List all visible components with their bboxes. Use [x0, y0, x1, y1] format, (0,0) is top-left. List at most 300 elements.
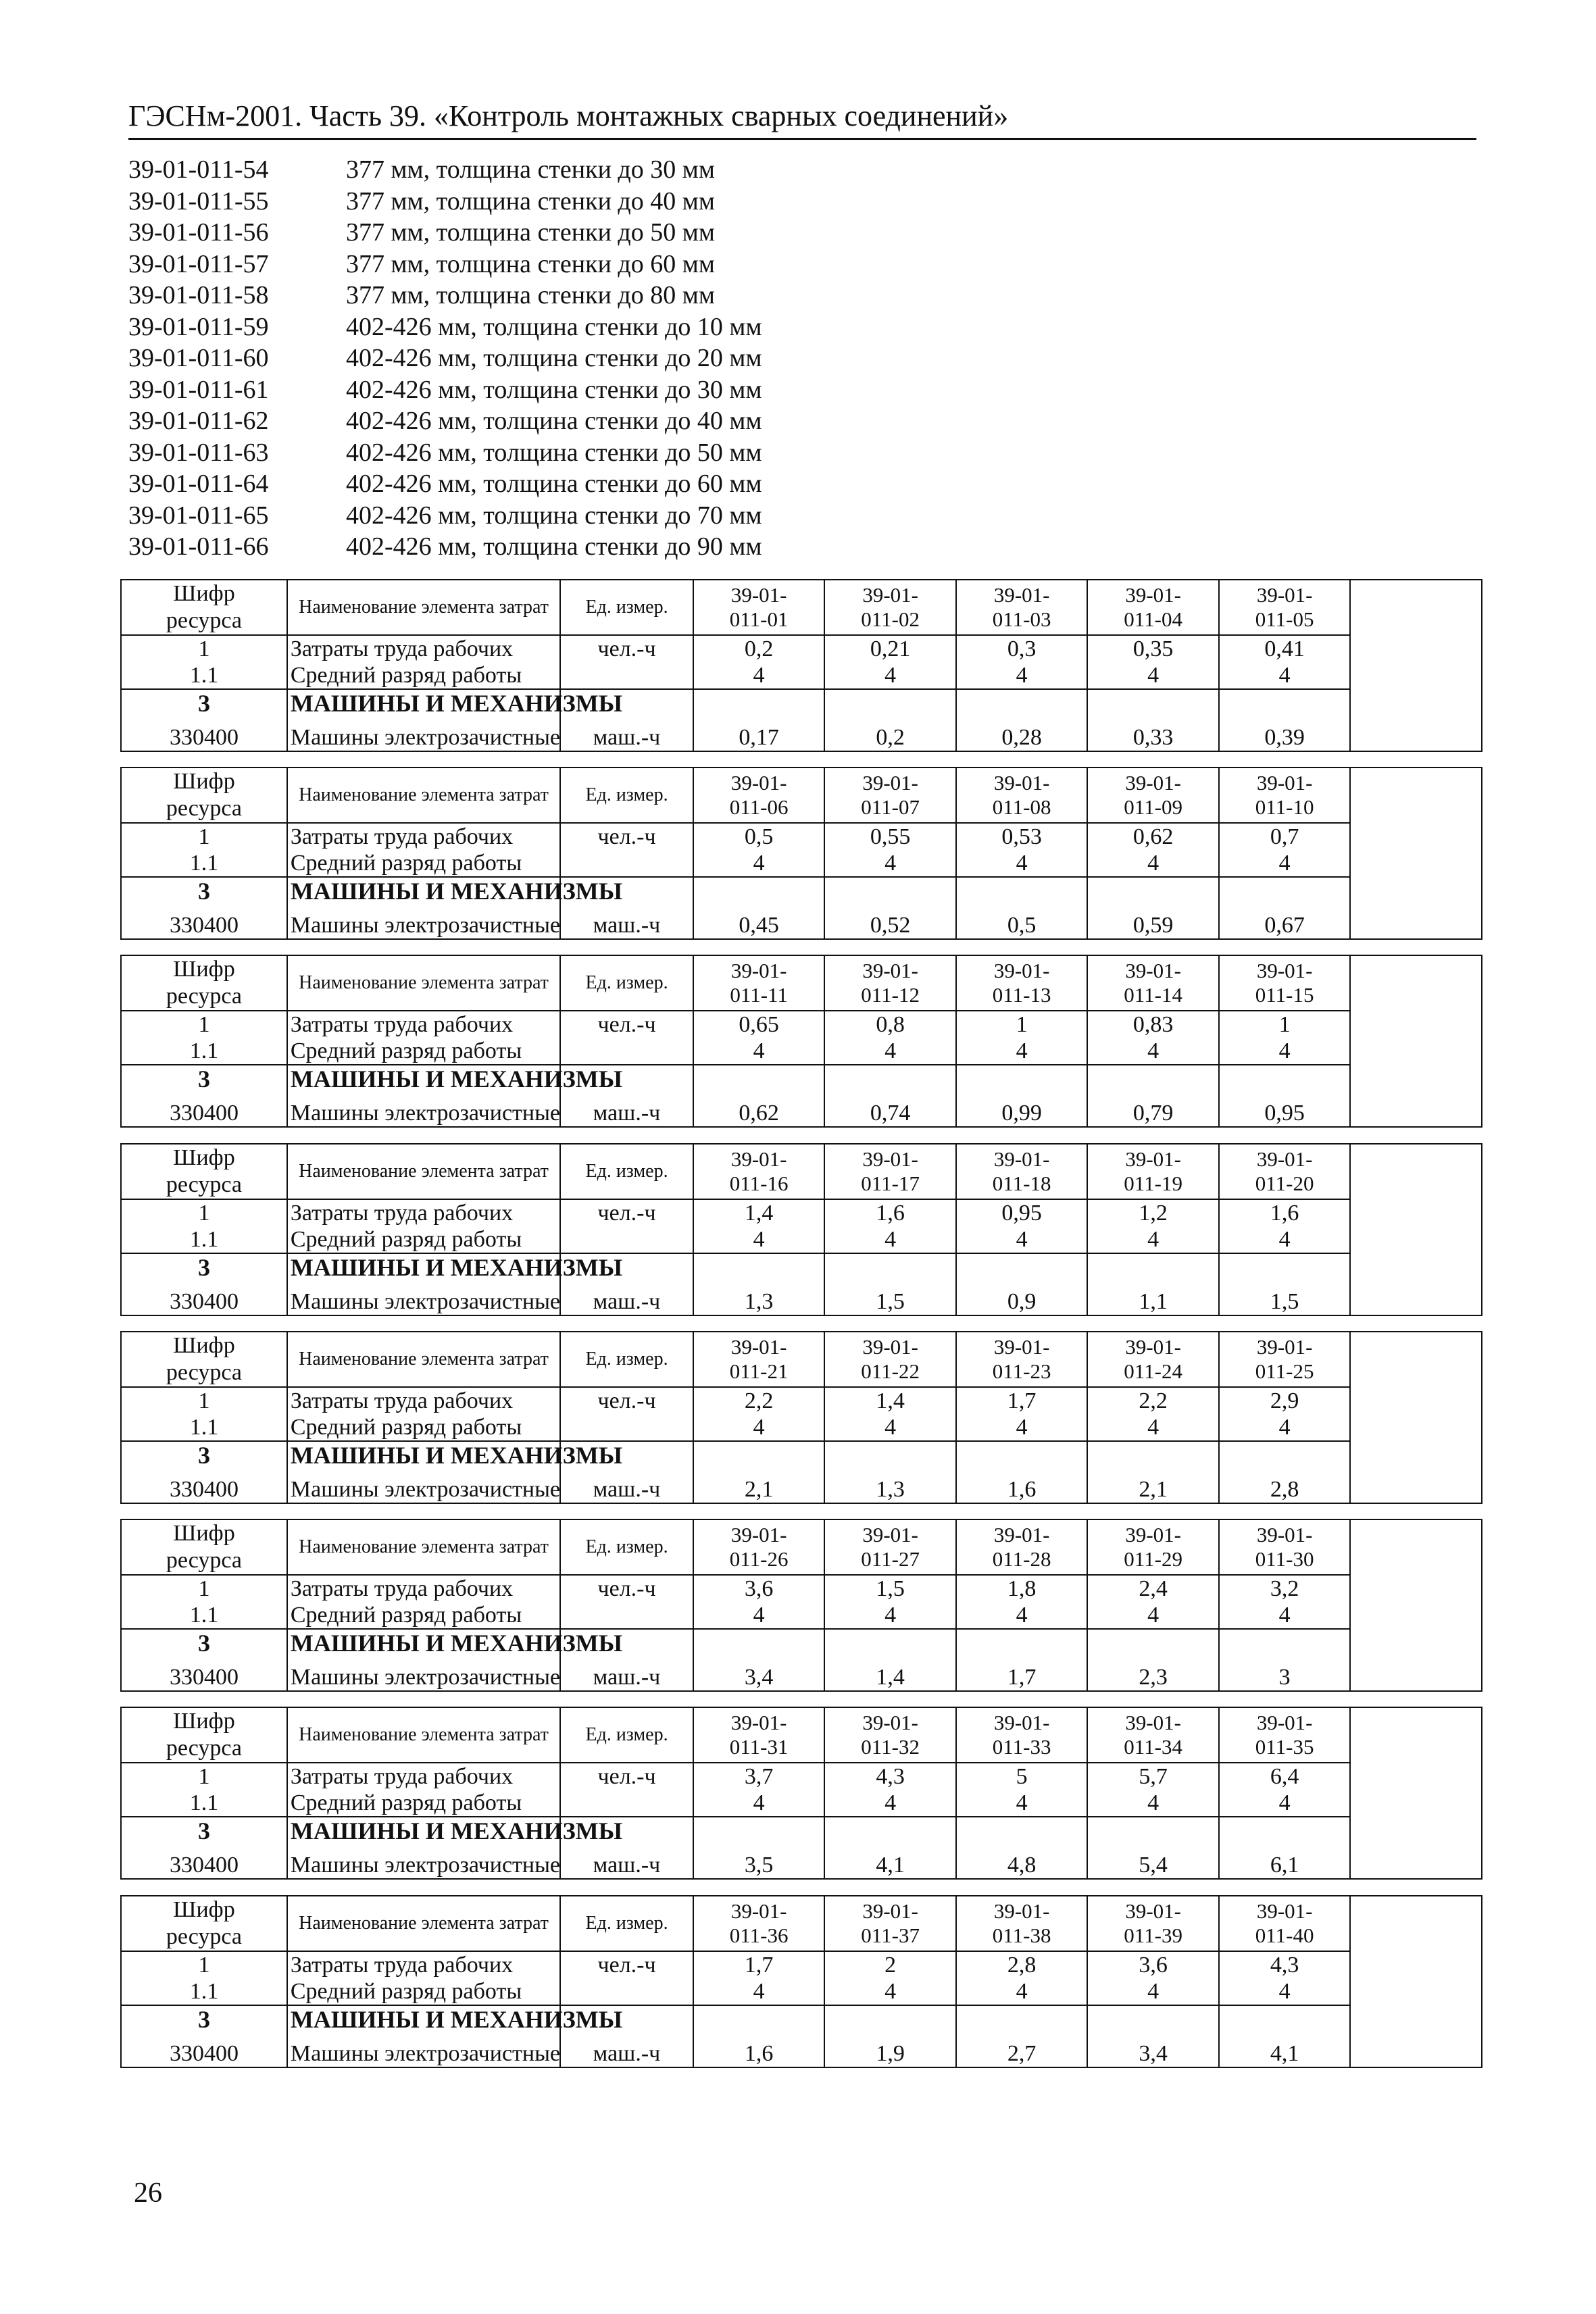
header-resource-code-line1: Шифр [173, 1333, 235, 1358]
row-code: 1 [121, 1387, 287, 1414]
header-cost-name: Наименование элемента затрат [287, 1519, 560, 1575]
header-resource-code-line2: ресурса [166, 1924, 243, 1949]
labor-value: 2,2 [693, 1387, 825, 1414]
resource-table [120, 1143, 1482, 1316]
header-norm-code-line1: 39-01- [1125, 959, 1181, 982]
header-norm-code [1219, 955, 1351, 1011]
machine-value: 0,52 [824, 904, 956, 939]
labor-value: 4,3 [1219, 1951, 1351, 1978]
row-name: Средний разряд работы [287, 1226, 560, 1253]
row-name: Затраты труда рабочих [287, 1199, 560, 1226]
row-unit: чел.-ч [560, 1011, 693, 1038]
machine-value: 4,1 [1219, 2032, 1351, 2067]
empty-cell [1219, 689, 1351, 716]
labor-value: 1,4 [824, 1387, 956, 1414]
resource-table [120, 1331, 1482, 1504]
header-resource-code [121, 1707, 287, 1763]
machine-value: 0,99 [956, 1092, 1088, 1127]
header-norm-code [693, 1519, 825, 1575]
grade-value: 4 [1219, 1790, 1351, 1817]
header-norm-code-line2: 011-39 [1124, 1923, 1182, 1947]
labor-value: 5,7 [1087, 1763, 1219, 1790]
row-code: 3 [121, 689, 287, 716]
header-norm-code-line1: 39-01- [730, 1711, 787, 1734]
header-norm-code-line1: 39-01- [730, 583, 787, 607]
header-resource-code-line1: Шифр [173, 1709, 235, 1734]
code-list-code: 39-01-011-60 [128, 344, 269, 372]
row-code: 3 [121, 877, 287, 904]
header-norm-code-line1: 39-01- [993, 959, 1050, 982]
grade-value: 4 [956, 1038, 1088, 1065]
row-unit: чел.-ч [560, 1575, 693, 1602]
header-norm-code-line2: 011-32 [861, 1735, 920, 1759]
header-norm-code-line2: 011-35 [1255, 1735, 1314, 1759]
machine-value: 1,5 [1219, 1280, 1351, 1315]
header-cost-name: Наименование элемента затрат [287, 1707, 560, 1763]
empty-cell [1219, 1065, 1351, 1092]
machine-value: 3,4 [693, 1656, 825, 1691]
machine-value: 0,95 [1219, 1092, 1351, 1127]
header-norm-code-line2: 011-23 [992, 1359, 1051, 1383]
row-name: Машины электрозачистные [287, 904, 560, 939]
row-code: 1.1 [121, 1790, 287, 1817]
empty-cell [693, 1441, 825, 1468]
header-resource-code-line2: ресурса [166, 608, 243, 633]
grade-value: 4 [956, 1790, 1088, 1817]
code-list-code: 39-01-011-57 [128, 249, 269, 278]
grade-value: 4 [693, 1978, 825, 2005]
header-norm-code-line1: 39-01- [1125, 1899, 1181, 1923]
header-norm-code-line1: 39-01- [993, 1711, 1050, 1734]
header-norm-code [824, 768, 956, 823]
header-norm-code [1087, 955, 1219, 1011]
header-norm-code [1087, 580, 1219, 635]
row-name: МАШИНЫ И МЕХАНИЗМЫ [287, 1065, 560, 1092]
labor-value: 3,7 [693, 1763, 825, 1790]
code-list-code: 39-01-011-59 [128, 312, 269, 341]
code-list-item [128, 531, 1007, 563]
row-name: Машины электрозачистные [287, 1092, 560, 1127]
header-cost-name: Наименование элемента затрат [287, 1332, 560, 1387]
code-list-code: 39-01-011-65 [128, 501, 269, 530]
header-norm-code-line2: 011-09 [1124, 795, 1182, 819]
row-name: Средний разряд работы [287, 1038, 560, 1065]
machine-value: 0,79 [1087, 1092, 1219, 1127]
resource-table [120, 767, 1482, 940]
header-norm-code-line2: 011-29 [1124, 1547, 1182, 1571]
header-cost-name: Наименование элемента затрат [287, 1896, 560, 1951]
header-norm-code-line2: 011-24 [1124, 1359, 1182, 1383]
header-norm-code-line1: 39-01- [862, 583, 918, 607]
labor-value: 1,7 [956, 1387, 1088, 1414]
row-unit: маш.-ч [560, 1844, 693, 1879]
resource-table [120, 579, 1482, 752]
header-norm-code [1219, 1896, 1351, 1951]
code-list-item [128, 405, 1007, 437]
grade-value: 4 [1219, 850, 1351, 877]
code-list-code: 39-01-011-63 [128, 438, 269, 467]
header-norm-code [693, 1896, 825, 1951]
header-norm-code-line1: 39-01- [1125, 771, 1181, 795]
header-norm-code-line2: 011-40 [1255, 1923, 1314, 1947]
header-norm-code [693, 955, 825, 1011]
row-name: Машины электрозачистные [287, 1844, 560, 1879]
machine-value: 1,6 [693, 2032, 825, 2067]
empty-cell [824, 2005, 956, 2032]
code-list-item [128, 154, 1007, 186]
header-resource-code [121, 1144, 287, 1199]
row-unit [560, 1790, 693, 1817]
empty-cell [824, 1629, 956, 1656]
code-list-code: 39-01-011-61 [128, 375, 269, 404]
code-list-description: 402-426 мм, толщина стенки до 60 мм [346, 470, 762, 498]
machine-value: 0,67 [1219, 904, 1351, 939]
header-norm-code-line1: 39-01- [862, 1523, 918, 1546]
resource-table [120, 1519, 1482, 1692]
header-norm-code-line1: 39-01- [993, 1335, 1050, 1359]
row-unit [560, 1978, 693, 2005]
header-unit: Ед. измер. [560, 768, 693, 823]
header-norm-code [693, 580, 825, 635]
row-code: 1 [121, 1951, 287, 1978]
empty-cell [956, 2005, 1088, 2032]
grade-value: 4 [956, 1978, 1088, 2005]
empty-cell [824, 1441, 956, 1468]
header-norm-code [1219, 768, 1351, 823]
header-norm-code-line2: 011-17 [861, 1172, 920, 1195]
row-code: 330400 [121, 716, 287, 751]
machine-value: 1,3 [824, 1468, 956, 1503]
row-code: 1 [121, 1575, 287, 1602]
labor-value: 1,5 [824, 1575, 956, 1602]
header-norm-code [1087, 1332, 1219, 1387]
empty-cell [824, 1817, 956, 1844]
header-resource-code [121, 1332, 287, 1387]
labor-value: 1,7 [693, 1951, 825, 1978]
empty-cell [1219, 2005, 1351, 2032]
code-list-item [128, 468, 1007, 500]
header-unit: Ед. измер. [560, 955, 693, 1011]
row-name: Затраты труда рабочих [287, 823, 560, 850]
header-norm-code [1219, 580, 1351, 635]
code-list-item [128, 280, 1007, 311]
grade-value: 4 [693, 1790, 825, 1817]
header-norm-code-line1: 39-01- [862, 771, 918, 795]
header-norm-code [956, 1519, 1088, 1575]
machine-value: 1,1 [1087, 1280, 1219, 1315]
header-norm-code [824, 1896, 956, 1951]
header-norm-code [1087, 1896, 1219, 1951]
header-norm-code-line1: 39-01- [862, 1899, 918, 1923]
header-norm-code [956, 1707, 1088, 1763]
header-norm-code-line1: 39-01- [1256, 959, 1313, 982]
row-code: 1 [121, 1763, 287, 1790]
code-list-description: 377 мм, толщина стенки до 30 мм [346, 155, 715, 184]
empty-cell [1087, 689, 1219, 716]
empty-cell [956, 877, 1088, 904]
row-code: 1 [121, 823, 287, 850]
header-norm-code-line1: 39-01- [862, 1335, 918, 1359]
header-cost-name: Наименование элемента затрат [287, 955, 560, 1011]
row-code: 1.1 [121, 662, 287, 689]
header-norm-code-line1: 39-01- [1125, 1523, 1181, 1546]
machine-value: 0,28 [956, 716, 1088, 751]
header-resource-code-line2: ресурса [166, 1736, 243, 1761]
header-resource-code-line1: Шифр [173, 1145, 235, 1170]
header-norm-code-line2: 011-26 [729, 1547, 789, 1571]
labor-value: 0,8 [824, 1011, 956, 1038]
grade-value: 4 [1087, 850, 1219, 877]
header-norm-code-line2: 011-21 [729, 1359, 789, 1383]
machine-value: 1,4 [824, 1656, 956, 1691]
grade-value: 4 [1219, 1038, 1351, 1065]
header-resource-code [121, 580, 287, 635]
row-unit: маш.-ч [560, 904, 693, 939]
labor-value: 0,65 [693, 1011, 825, 1038]
machine-value: 0,5 [956, 904, 1088, 939]
row-name: Затраты труда рабочих [287, 1763, 560, 1790]
header-resource-code [121, 1896, 287, 1951]
header-norm-code-line1: 39-01- [862, 1711, 918, 1734]
grade-value: 4 [1087, 1790, 1219, 1817]
grade-value: 4 [824, 1414, 956, 1441]
empty-cell [824, 689, 956, 716]
grade-value: 4 [693, 1602, 825, 1629]
grade-value: 4 [1219, 662, 1351, 689]
empty-cell [956, 1065, 1088, 1092]
row-code: 330400 [121, 1468, 287, 1503]
labor-value: 0,21 [824, 635, 956, 662]
code-list-item [128, 374, 1007, 406]
header-norm-code [824, 1519, 956, 1575]
labor-value: 2 [824, 1951, 956, 1978]
header-norm-code-line2: 011-38 [992, 1923, 1051, 1947]
header-norm-code-line2: 011-07 [861, 795, 920, 819]
row-code: 330400 [121, 904, 287, 939]
header-norm-code-line2: 011-12 [861, 983, 920, 1007]
machine-value: 1,6 [956, 1468, 1088, 1503]
labor-value: 0,53 [956, 823, 1088, 850]
header-norm-code-line2: 011-18 [992, 1172, 1051, 1195]
row-name: МАШИНЫ И МЕХАНИЗМЫ [287, 689, 560, 716]
header-norm-code [1087, 1519, 1219, 1575]
header-norm-code [824, 1144, 956, 1199]
labor-value: 1 [956, 1011, 1088, 1038]
labor-value: 1,8 [956, 1575, 1088, 1602]
row-name: Затраты труда рабочих [287, 1387, 560, 1414]
header-norm-code-line1: 39-01- [730, 771, 787, 795]
grade-value: 4 [1087, 1038, 1219, 1065]
header-norm-code [693, 1332, 825, 1387]
header-norm-code-line2: 011-33 [992, 1735, 1051, 1759]
header-norm-code-line2: 011-27 [861, 1547, 920, 1571]
grade-value: 4 [1087, 1602, 1219, 1629]
header-norm-code-line1: 39-01- [993, 1899, 1050, 1923]
row-unit: чел.-ч [560, 1763, 693, 1790]
row-code: 330400 [121, 1280, 287, 1315]
code-list-description: 402-426 мм, толщина стенки до 40 мм [346, 407, 762, 435]
row-name: Машины электрозачистные [287, 716, 560, 751]
machine-value: 2,3 [1087, 1656, 1219, 1691]
row-code: 1.1 [121, 1414, 287, 1441]
machine-value: 0,45 [693, 904, 825, 939]
row-unit: маш.-ч [560, 1092, 693, 1127]
code-list-code: 39-01-011-56 [128, 218, 269, 247]
header-unit: Ед. измер. [560, 1896, 693, 1951]
row-unit: чел.-ч [560, 823, 693, 850]
row-unit [560, 1038, 693, 1065]
header-norm-code-line1: 39-01- [1256, 771, 1313, 795]
header-norm-code-line1: 39-01- [730, 1523, 787, 1546]
labor-value: 0,35 [1087, 635, 1219, 662]
row-code: 330400 [121, 1656, 287, 1691]
header-norm-code [1087, 1707, 1219, 1763]
header-unit: Ед. измер. [560, 1144, 693, 1199]
row-unit [560, 1602, 693, 1629]
header-norm-code [824, 1707, 956, 1763]
header-resource-code-line2: ресурса [166, 796, 243, 821]
row-name: Средний разряд работы [287, 1414, 560, 1441]
machine-value: 1,5 [824, 1280, 956, 1315]
empty-cell [1087, 1253, 1219, 1280]
row-code: 1.1 [121, 1978, 287, 2005]
row-code: 1 [121, 1199, 287, 1226]
grade-value: 4 [1219, 1602, 1351, 1629]
machine-value: 0,39 [1219, 716, 1351, 751]
header-norm-code-line1: 39-01- [1256, 1523, 1313, 1546]
labor-value: 3,2 [1219, 1575, 1351, 1602]
code-list-description: 377 мм, толщина стенки до 50 мм [346, 218, 715, 247]
header-norm-code [693, 1144, 825, 1199]
row-code: 3 [121, 1629, 287, 1656]
grade-value: 4 [1087, 1226, 1219, 1253]
row-name: МАШИНЫ И МЕХАНИЗМЫ [287, 877, 560, 904]
header-resource-code-line2: ресурса [166, 1360, 243, 1385]
header-norm-code-line1: 39-01- [993, 771, 1050, 795]
code-list-code: 39-01-011-64 [128, 470, 269, 498]
empty-cell [956, 1441, 1088, 1468]
header-norm-code [1219, 1332, 1351, 1387]
empty-cell [693, 1817, 825, 1844]
empty-cell [1219, 1441, 1351, 1468]
header-resource-code [121, 768, 287, 823]
row-name: Машины электрозачистные [287, 1656, 560, 1691]
header-resource-code-line1: Шифр [173, 769, 235, 794]
empty-cell [693, 689, 825, 716]
row-name: Средний разряд работы [287, 850, 560, 877]
grade-value: 4 [956, 662, 1088, 689]
grade-value: 4 [1219, 1978, 1351, 2005]
row-unit: чел.-ч [560, 1951, 693, 1978]
grade-value: 4 [693, 850, 825, 877]
row-code: 3 [121, 1253, 287, 1280]
row-name: Машины электрозачистные [287, 1468, 560, 1503]
header-norm-code [693, 768, 825, 823]
header-norm-code [956, 1332, 1088, 1387]
code-list-description: 402-426 мм, толщина стенки до 70 мм [346, 501, 762, 530]
empty-cell [1219, 1817, 1351, 1844]
header-norm-code-line1: 39-01- [1256, 583, 1313, 607]
machine-value: 0,74 [824, 1092, 956, 1127]
labor-value: 5 [956, 1763, 1088, 1790]
header-norm-code-line2: 011-15 [1255, 983, 1314, 1007]
code-list-description: 402-426 мм, толщина стенки до 50 мм [346, 438, 762, 467]
header-norm-code-line2: 011-22 [861, 1359, 920, 1383]
header-norm-code-line2: 011-13 [992, 983, 1051, 1007]
machine-value: 1,3 [693, 1280, 825, 1315]
header-norm-code-line2: 011-03 [992, 607, 1051, 631]
header-norm-code [956, 580, 1088, 635]
code-list-code: 39-01-011-55 [128, 186, 269, 216]
code-list-code: 39-01-011-58 [128, 281, 269, 309]
empty-cell [824, 1065, 956, 1092]
code-list-description: 377 мм, толщина стенки до 40 мм [346, 186, 715, 216]
row-code: 3 [121, 1065, 287, 1092]
code-list-description: 377 мм, толщина стенки до 60 мм [346, 249, 715, 278]
labor-value: 0,95 [956, 1199, 1088, 1226]
machine-value: 2,7 [956, 2032, 1088, 2067]
header-norm-code-line1: 39-01- [1125, 1335, 1181, 1359]
code-list-description: 377 мм, толщина стенки до 80 мм [346, 281, 715, 309]
machine-value: 0,33 [1087, 716, 1219, 751]
page-header: ГЭСНм-2001. Часть 39. «Контроль монтажных сварных соединений» [128, 95, 1476, 140]
row-name: Затраты труда рабочих [287, 635, 560, 662]
header-norm-code-line2: 011-06 [729, 795, 789, 819]
header-norm-code-line1: 39-01- [1256, 1335, 1313, 1359]
machine-value: 0,2 [824, 716, 956, 751]
machine-value: 0,59 [1087, 904, 1219, 939]
empty-cell [1219, 1253, 1351, 1280]
header-norm-code [693, 1707, 825, 1763]
header-norm-code [956, 1896, 1088, 1951]
machine-value: 0,9 [956, 1280, 1088, 1315]
row-name: Машины электрозачистные [287, 1280, 560, 1315]
header-norm-code [956, 768, 1088, 823]
header-norm-code-line1: 39-01- [993, 1523, 1050, 1546]
header-resource-code-line1: Шифр [173, 1521, 235, 1546]
labor-value: 0,62 [1087, 823, 1219, 850]
grade-value: 4 [956, 1226, 1088, 1253]
header-norm-code-line1: 39-01- [1256, 1147, 1313, 1171]
header-norm-code-line2: 011-37 [861, 1923, 920, 1947]
row-unit: маш.-ч [560, 1468, 693, 1503]
header-unit: Ед. измер. [560, 1332, 693, 1387]
header-norm-code-line1: 39-01- [993, 583, 1050, 607]
grade-value: 4 [1219, 1226, 1351, 1253]
header-norm-code-line1: 39-01- [730, 1899, 787, 1923]
header-norm-code-line2: 011-19 [1124, 1172, 1182, 1195]
header-resource-code-line1: Шифр [173, 581, 235, 606]
header-norm-code-line1: 39-01- [1256, 1711, 1313, 1734]
row-code: 1.1 [121, 1038, 287, 1065]
empty-cell [956, 1817, 1088, 1844]
grade-value: 4 [693, 662, 825, 689]
row-name: МАШИНЫ И МЕХАНИЗМЫ [287, 1441, 560, 1468]
header-norm-code [1219, 1144, 1351, 1199]
machine-value: 5,4 [1087, 1844, 1219, 1879]
row-code: 3 [121, 1817, 287, 1844]
code-list-item [128, 311, 1007, 343]
empty-cell [693, 1065, 825, 1092]
header-resource-code-line2: ресурса [166, 1172, 243, 1197]
labor-value: 3,6 [693, 1575, 825, 1602]
header-norm-code-line2: 011-30 [1255, 1547, 1314, 1571]
row-code: 330400 [121, 2032, 287, 2067]
header-norm-code-line2: 011-14 [1124, 983, 1182, 1007]
labor-value: 1,4 [693, 1199, 825, 1226]
row-name: Затраты труда рабочих [287, 1575, 560, 1602]
header-unit: Ед. измер. [560, 1519, 693, 1575]
